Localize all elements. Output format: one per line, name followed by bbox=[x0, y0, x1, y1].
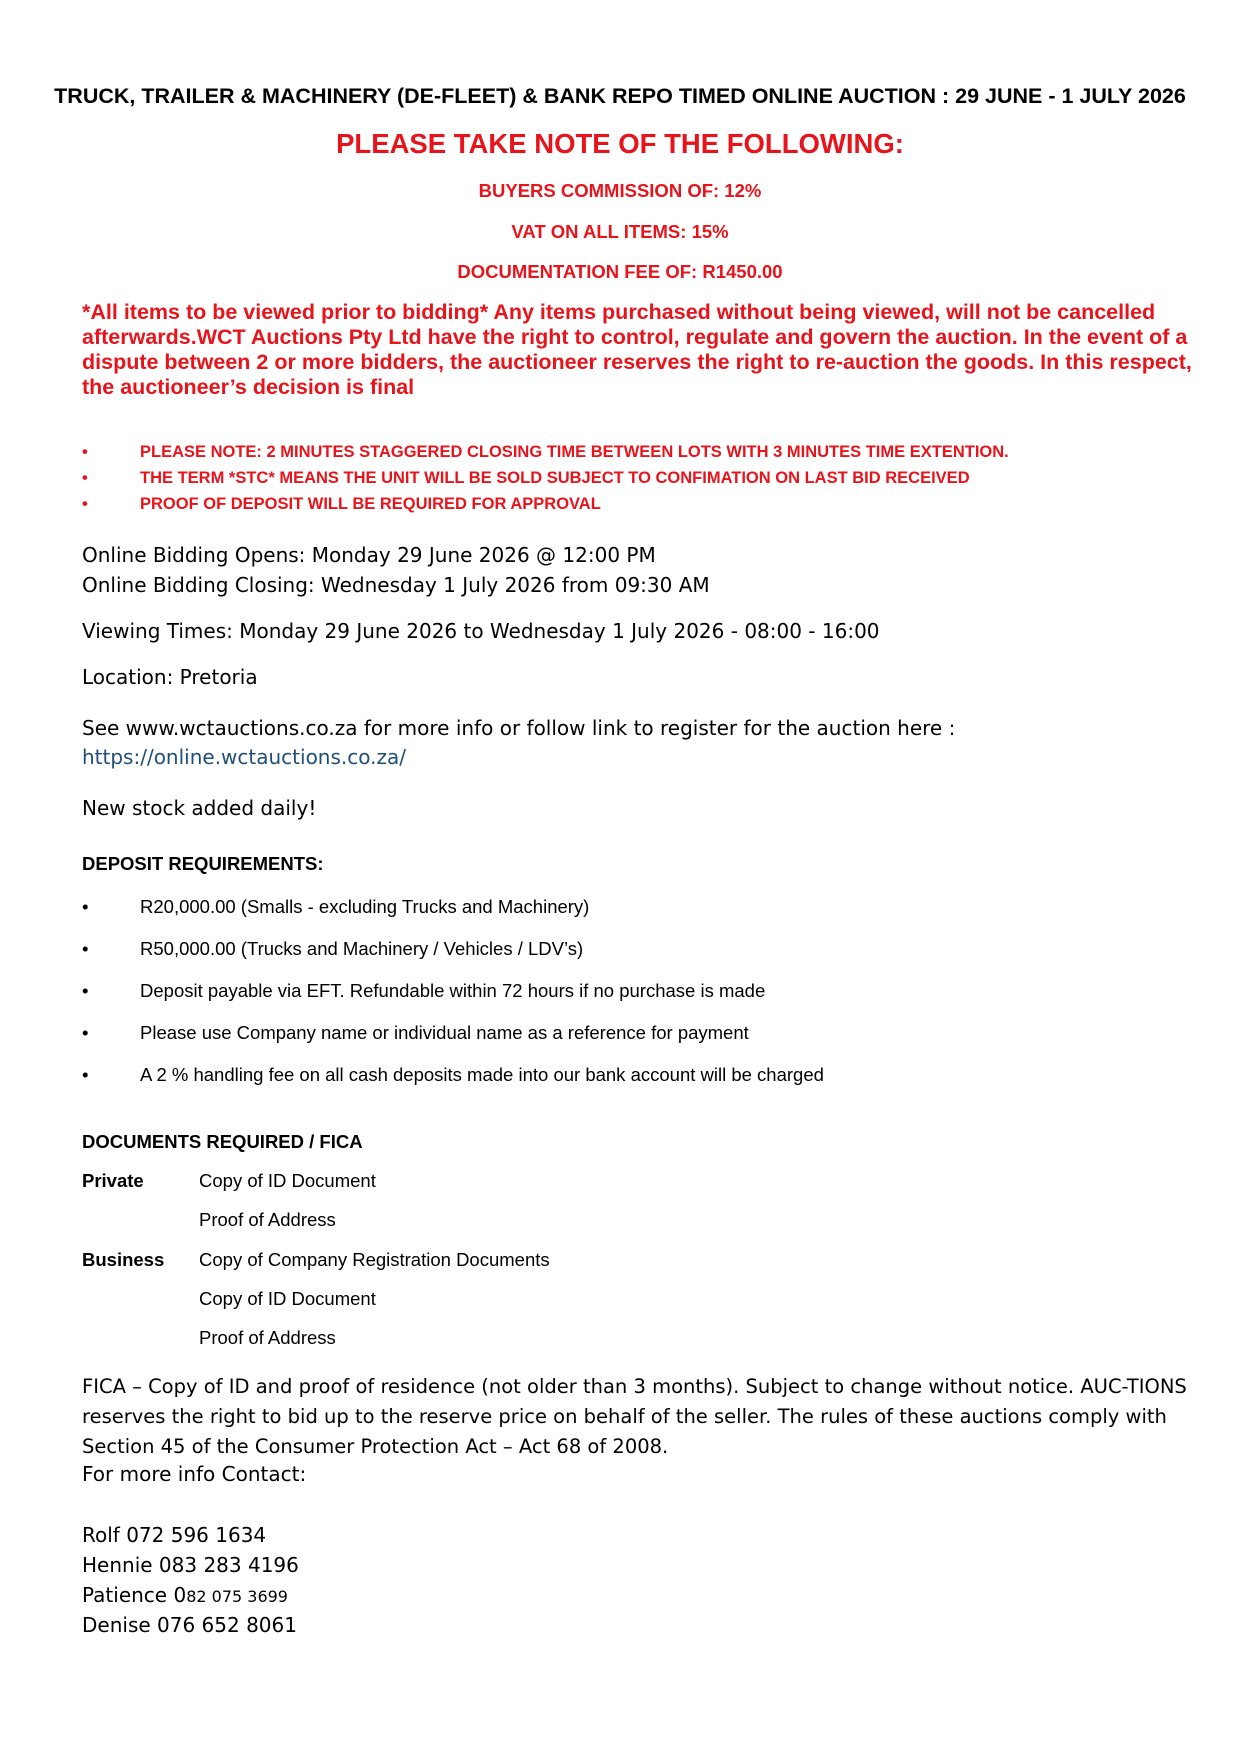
location: Location: Pretoria bbox=[82, 665, 258, 689]
bullet-icon: • bbox=[82, 495, 88, 513]
deposit-heading: DEPOSIT REQUIREMENTS: bbox=[82, 853, 324, 874]
bullet-icon: • bbox=[82, 443, 88, 461]
viewing-times: Viewing Times: Monday 29 June 2026 to Wednesday 1 July 2026 - 08:00 - 16:00 bbox=[82, 619, 880, 643]
document-title: TRUCK, TRAILER & MACHINERY (DE-FLEET) & BANK REPO TIMED ONLINE AUCTION : 29 JUNE - 1 JULY 2026 bbox=[54, 84, 1186, 108]
contact-patience-name: Patience 0 bbox=[82, 1583, 187, 1607]
fica-paragraph: FICA – Copy of ID and proof of residence (not older than 3 months). Subject to change without notice. AUC-TIONS reserves the right to bid up to the reserve price on behalf of the seller. The rules of these auctions comply with Section 45 of the Consumer Protection Act – Act 68 of 2008. bbox=[82, 1375, 1187, 1458]
deposit-item-text: R20,000.00 (Smalls - excluding Trucks and Machinery) bbox=[140, 896, 590, 917]
business-document-item: Copy of ID Document bbox=[199, 1288, 376, 1309]
deposit-item-text: Please use Company name or individual name as a reference for payment bbox=[140, 1022, 749, 1043]
private-label: Private bbox=[82, 1170, 144, 1191]
info-text: See www.wctauctions.co.za for more info or follow link to register for the auction here : bbox=[82, 716, 956, 740]
business-document-item: Copy of Company Registration Documents bbox=[199, 1249, 550, 1270]
contact-denise: Denise 076 652 8061 bbox=[82, 1613, 297, 1637]
viewing-warning: *All items to be viewed prior to bidding* Any items purchased without being viewed, will not be cancelled afterwards.WCT Auctions Pty Ltd have the right to control, regulate and govern the auction. In the event of a dispute between 2 or more bidders, the auctioneer reserves the right to re-auction the goods. In this respect, the auctioneer’s decision is final bbox=[82, 300, 1192, 399]
contact-hennie: Hennie 083 283 4196 bbox=[82, 1553, 299, 1577]
bullet-icon: • bbox=[82, 1022, 89, 1043]
business-label: Business bbox=[82, 1249, 165, 1270]
contact-patience-number: 82 075 3699 bbox=[186, 1587, 288, 1606]
note-text: THE TERM *STC* MEANS THE UNIT WILL BE SOLD SUBJECT TO CONFIMATION ON LAST BID RECEIVED bbox=[140, 469, 970, 487]
deposit-item-text: Deposit payable via EFT. Refundable within 72 hours if no purchase is made bbox=[140, 980, 766, 1001]
bidding-closing: Online Bidding Closing: Wednesday 1 July 2026 from 09:30 AM bbox=[82, 573, 710, 597]
notice-heading: PLEASE TAKE NOTE OF THE FOLLOWING: bbox=[336, 128, 904, 159]
contact-patience bbox=[82, 1583, 288, 1607]
note-text: PLEASE NOTE: 2 MINUTES STAGGERED CLOSING TIME BETWEEN LOTS WITH 3 MINUTES TIME EXTENTION. bbox=[140, 443, 1009, 461]
documentation-fee: DOCUMENTATION FEE OF: R1450.00 bbox=[457, 261, 783, 282]
contact-intro: For more info Contact: bbox=[82, 1462, 307, 1486]
bullet-icon: • bbox=[82, 1064, 89, 1085]
bullet-icon: • bbox=[82, 469, 88, 487]
private-document-item: Copy of ID Document bbox=[199, 1170, 376, 1191]
bullet-icon: • bbox=[82, 938, 89, 959]
documents-heading: DOCUMENTS REQUIRED / FICA bbox=[82, 1131, 363, 1152]
buyers-commission: BUYERS COMMISSION OF: 12% bbox=[478, 180, 762, 201]
private-document-item: Proof of Address bbox=[199, 1209, 336, 1230]
register-link[interactable]: https://online.wctauctions.co.za/ bbox=[82, 745, 406, 769]
note-text: PROOF OF DEPOSIT WILL BE REQUIRED FOR APPROVAL bbox=[140, 495, 601, 513]
contact-rolf: Rolf 072 596 1634 bbox=[82, 1523, 267, 1547]
bullet-icon: • bbox=[82, 896, 89, 917]
new-stock-note: New stock added daily! bbox=[82, 796, 317, 820]
deposit-item-text: R50,000.00 (Trucks and Machinery / Vehicles / LDV’s) bbox=[140, 938, 584, 959]
vat-rate: VAT ON ALL ITEMS: 15% bbox=[511, 221, 729, 242]
business-document-item: Proof of Address bbox=[199, 1327, 336, 1348]
bidding-opens: Online Bidding Opens: Monday 29 June 2026 @ 12:00 PM bbox=[82, 543, 656, 567]
deposit-item-text: A 2 % handling fee on all cash deposits made into our bank account will be charged bbox=[140, 1064, 824, 1085]
bullet-icon: • bbox=[82, 980, 89, 1001]
